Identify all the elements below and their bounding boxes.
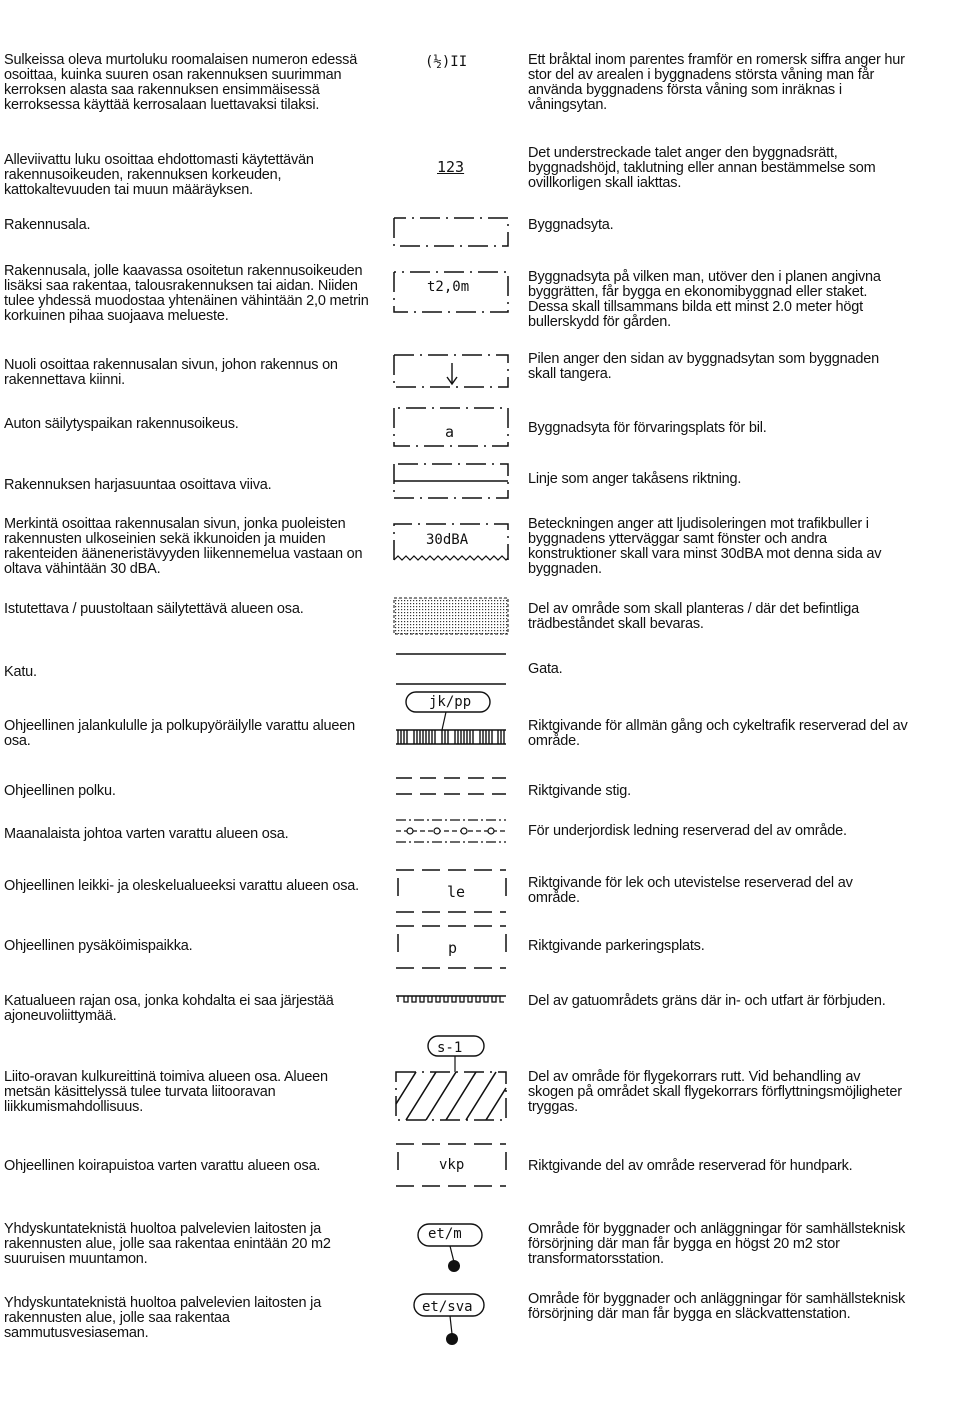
legend-fi-text: Liito-oravan kulkureittinä toimiva alueen osa. Alueen metsän käsittelyssä tulee turvata liitooravan liikkumismahdollisuus. — [4, 1069, 328, 1115]
utility-point-icon — [448, 1260, 460, 1272]
legend-sv-text: Riktgivande för allmän gång och cykeltrafik reserverad del av område. — [528, 718, 908, 749]
legend-fi-text: Rakennuksen harjasuuntaa osoittava viiva. — [4, 477, 272, 493]
play-area-label: le — [447, 883, 466, 901]
legend-fi-text: Maanalaista johtoa varten varattu alueen osa. — [4, 826, 289, 842]
legend-sv-text: Område för byggnader och anläggningar för samhällsteknisk försörjning där man får bygga en högst 20 m2 stor transformatorsstation. — [528, 1221, 906, 1267]
legend-sv-text: Pilen anger den sidan av byggnadsytan som byggnaden skall tangera. — [528, 351, 879, 382]
legend-sv-text: Ett bråktal inom parentes framför en romersk siffra anger hur stor del av arealen i byggnadens största våning man får använda byggnadens första våning som inräknas i våningsytan. — [528, 52, 905, 113]
legend-fi-text: Yhdyskuntateknistä huoltoa palvelevien laitosten ja rakennusten alue, jolle saa rakentaa sammutusvesiaseman. — [4, 1295, 322, 1341]
legend-fi-text: Yhdyskuntateknistä huoltoa palvelevien laitosten ja rakennusten alue, jolle saa rakentaa enintään 20 m2 suuruisen muuntamon. — [4, 1221, 331, 1267]
parking-label: p — [448, 939, 458, 957]
transformer-label: et/m — [428, 1226, 462, 1242]
legend-sv-text: Riktgivande för lek och utevistelse reserverad del av område. — [528, 875, 853, 906]
legend-fi-text: Ohjeellinen leikki- ja oleskelualueeksi varattu alueen osa. — [4, 878, 359, 894]
legend-fi-text: Katualueen rajan osa, jonka kohdalta ei saa järjestää ajoneuvoliittymää. — [4, 993, 334, 1024]
outbuilding-height-label: t2,0m — [427, 279, 470, 295]
dog-park-label: vkp — [439, 1157, 465, 1173]
fraction-symbol: (½)II — [425, 54, 468, 70]
underground-line-symbol — [392, 816, 510, 846]
street-symbol — [392, 648, 510, 688]
no-vehicle-access-symbol — [392, 990, 510, 1010]
legend-fi-text: Ohjeellinen polku. — [4, 783, 116, 799]
legend-sv-text: Riktgivande stig. — [528, 783, 631, 799]
path-symbol — [392, 772, 510, 800]
legend-fi-text: Katu. — [4, 664, 37, 680]
planting-area-symbol — [392, 594, 510, 638]
underlined-number-symbol: 123 — [437, 158, 465, 176]
building-area-symbol — [392, 202, 510, 248]
legend-fi-text: Sulkeissa oleva murtoluku roomalaisen numeron edessä osoittaa, kuinka suuren osan rakennuksen suurimman kerroksen alasta saa rakennuksen ensimmäisessä kerroksessa käyttää kerrosalaan luettavaksi tilaksi. — [4, 52, 358, 113]
legend-sv-text: Del av område för flygekorrars rutt. Vid behandling av skogen på området skall flygekorrars förflyttningsmöjligheter tryggas. — [528, 1069, 902, 1115]
legend-sv-text: Riktgivande parkeringsplats. — [528, 938, 705, 954]
roof-ridge-symbol — [392, 458, 510, 504]
legend-fi-text: Merkintä osoittaa rakennusalan sivun, jonka puoleisten rakennusten ulkoseinien sekä ikkunoiden ja muiden rakenteiden ääneneristävyyden liikennemelua vastaan on oltava vähintään 30 dBA. — [4, 516, 363, 577]
legend-sv-text: Gata. — [528, 661, 563, 677]
legend-fi-text: Alleviivattu luku osoittaa ehdottomasti käytettävän rakennusoikeuden, rakennuksen korkeuden, kattokaltevuuden tai muun määräyksen. — [4, 152, 314, 198]
noise-level-label: 30dBA — [426, 532, 469, 548]
legend-sv-text: Område för byggnader och anläggningar för samhällsteknisk försörjning där man får bygga en släckvattenstation. — [528, 1291, 906, 1322]
car-storage-label: a — [445, 423, 455, 441]
legend-sv-text: Linje som anger takåsens riktning. — [528, 471, 742, 487]
legend-sv-text: Del av område som skall planteras / där det befintliga trädbeståndet skall bevaras. — [528, 601, 859, 632]
flying-squirrel-label: s-1 — [437, 1040, 463, 1056]
legend-sv-text: Byggnadsyta för förvaringsplats för bil. — [528, 420, 767, 436]
legend-sv-text: Beteckningen anger att ljudisoleringen mot trafikbuller i byggnadens ytterväggar samt fönster och andra konstruktioner skall vara minst 30dBA mot denna sida av byggnaden. — [528, 516, 882, 577]
walk-cycle-label: jk/pp — [429, 694, 472, 710]
water-station-label: et/sva — [422, 1299, 473, 1315]
legend-fi-text: Rakennusala. — [4, 217, 91, 233]
legend-fi-text: Ohjeellinen jalankululle ja polkupyöräilylle varattu alueen osa. — [4, 718, 355, 749]
legend-fi-text: Rakennusala, jolle kaavassa osoitetun rakennusoikeuden lisäksi saa rakentaa, talousrakennuksen tai aidan. Niiden tulee yhdessä muodostaa yhtenäinen vähintään 2,0 metrin korkuinen pihaa suojaava melueste. — [4, 263, 369, 324]
legend-fi-text: Ohjeellinen koirapuistoa varten varattu alueen osa. — [4, 1158, 321, 1174]
legend-sv-text: Det understreckade talet anger den byggnadsrätt, byggnadshöjd, taklutning eller annan bestämmelse som ovillkorligen skall iakttas. — [528, 145, 876, 191]
legend-sv-text: Byggnadsyta på vilken man, utöver den i planen angivna byggrätten, får bygga en ekonomibyggnad eller staket. Dessa skall tillsammans bilda ett minst 2.0 meter högt bullerskydd för gården. — [528, 269, 881, 330]
legend-fi-text: Auton säilytyspaikan rakennusoikeus. — [4, 416, 239, 432]
legend-fi-text: Nuoli osoittaa rakennusalan sivun, johon rakennus on rakennettava kiinni. — [4, 357, 338, 388]
arrow-side-symbol — [392, 349, 510, 391]
legend-sv-text: Del av gatuområdets gräns där in- och utfart är förbjuden. — [528, 993, 886, 1009]
utility-point-icon — [446, 1333, 458, 1345]
legend-fi-text: Ohjeellinen pysäköimispaikka. — [4, 938, 193, 954]
legend-sv-text: Riktgivande del av område reserverad för hundpark. — [528, 1158, 853, 1174]
legend-fi-text: Istutettava / puustoltaan säilytettävä alueen osa. — [4, 601, 304, 617]
legend-sv-text: Byggnadsyta. — [528, 217, 614, 233]
legend-sv-text: För underjordisk ledning reserverad del av område. — [528, 823, 847, 839]
